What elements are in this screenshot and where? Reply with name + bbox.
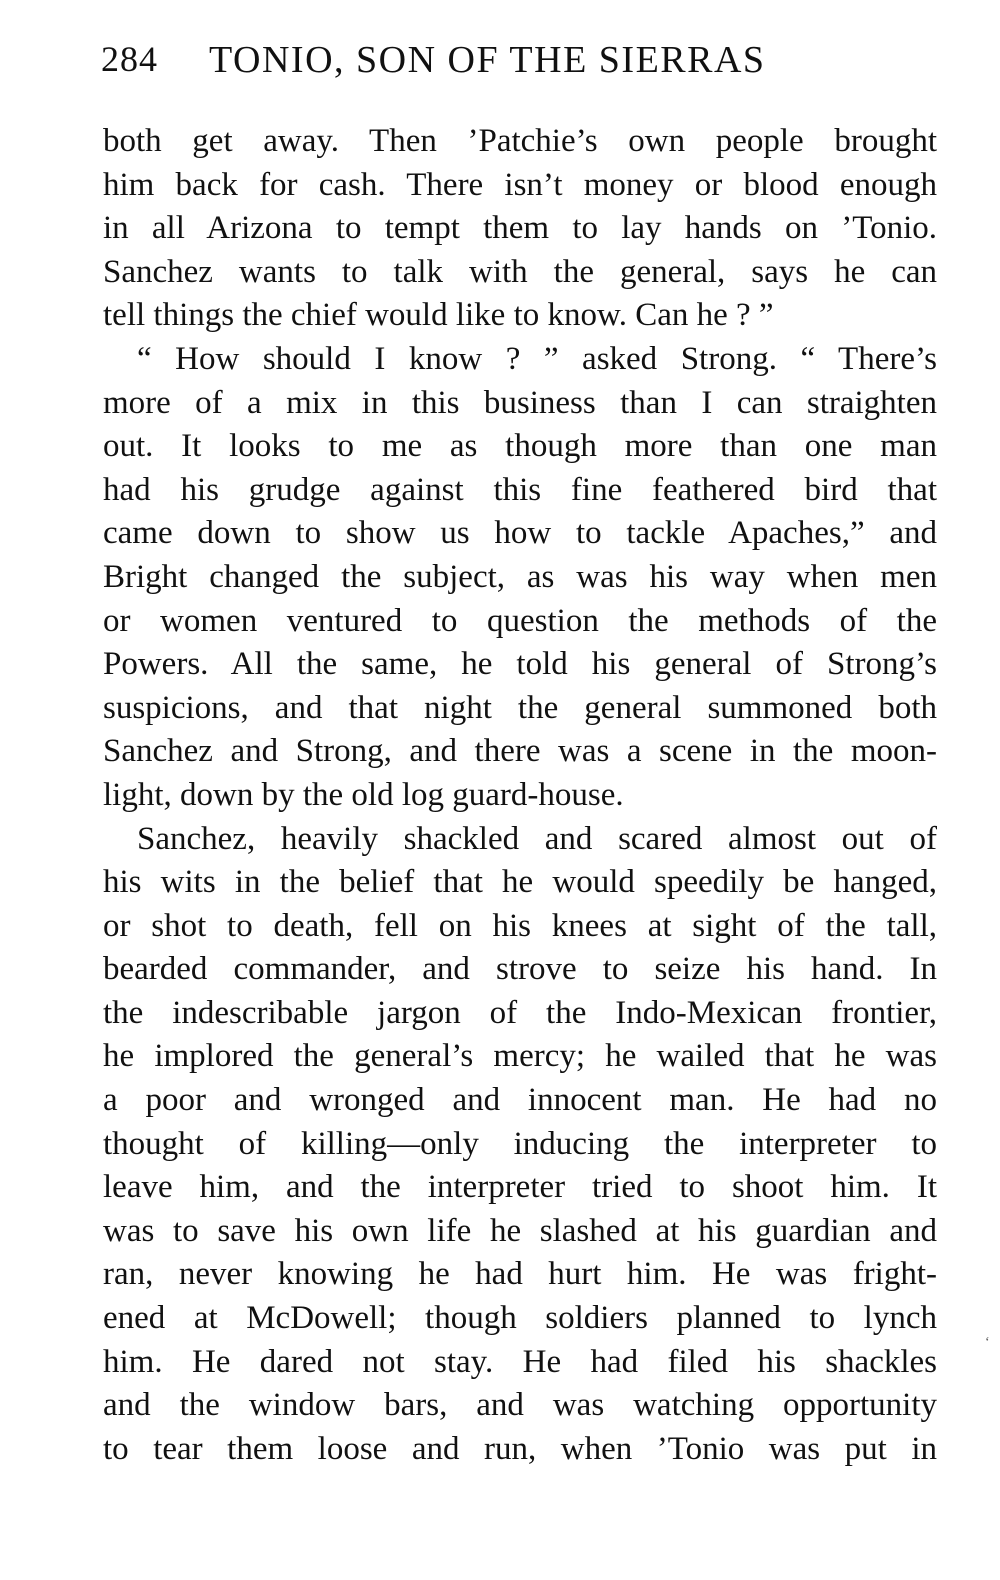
text-line: his wits in the belief that he would speedily be hanged, xyxy=(103,864,937,901)
text-line: and the window bars, and was watching opportunity xyxy=(103,1387,937,1424)
body-text xyxy=(103,120,937,1471)
text-line: the indescribable jargon of the Indo-Mexican frontier, xyxy=(103,994,937,1031)
text-line: a poor and wronged and innocent man. He had no xyxy=(103,1082,937,1119)
text-line: thought of killing—only inducing the interpreter to xyxy=(103,1125,937,1162)
text-line: came down to show us how to tackle Apaches,” and xyxy=(103,515,937,552)
text-line: him back for cash. There isn’t money or blood enough xyxy=(103,166,937,203)
text-line: “ How should I know ? ” asked Strong. “ There’s xyxy=(137,340,937,377)
text-line: him. He dared not stay. He had filed his shackles xyxy=(103,1343,937,1380)
text-line: Sanchez, heavily shackled and scared almost out of xyxy=(137,820,937,857)
text-line: or women ventured to question the methods of the xyxy=(103,602,937,639)
text-line: out. It looks to me as though more than one man xyxy=(103,428,937,465)
running-title: TONIO, SON OF THE SIERRAS xyxy=(209,39,766,81)
text-line: he implored the general’s mercy; he wailed that he was xyxy=(103,1038,937,1075)
text-line: Sanchez and Strong, and there was a scene in the moon- xyxy=(103,733,937,770)
text-line: ened at McDowell; though soldiers planned to lynch xyxy=(103,1300,937,1337)
print-speck: ʻ xyxy=(985,1335,990,1350)
text-line: Bright changed the subject, as was his way when men xyxy=(103,558,937,595)
text-line: was to save his own life he slashed at his guardian and xyxy=(103,1212,937,1249)
text-line: tell things the chief would like to know. Can he ? ” xyxy=(103,297,774,334)
text-line: Sanchez wants to talk with the general, says he can xyxy=(103,253,937,290)
text-line: in all Arizona to tempt them to lay hands on ’Tonio. xyxy=(103,210,937,247)
text-line: Powers. All the same, he told his general of Strong’s xyxy=(103,646,937,683)
text-line: bearded commander, and strove to seize his hand. In xyxy=(103,951,937,988)
text-line: both get away. Then ’Patchie’s own people brought xyxy=(103,123,937,159)
text-line: or shot to death, fell on his knees at sight of the tall, xyxy=(103,907,937,944)
running-header xyxy=(101,38,941,88)
text-line: ran, never knowing he had hurt him. He was fright- xyxy=(103,1256,937,1293)
text-line: more of a mix in this business than I can straighten xyxy=(103,384,937,421)
text-line: to tear them loose and run, when ’Tonio was put in xyxy=(103,1430,937,1467)
text-line: suspicions, and that night the general summoned both xyxy=(103,689,937,726)
page-number: 284 xyxy=(101,39,158,79)
text-line: light, down by the old log guard-house. xyxy=(103,776,624,813)
text-line: leave him, and the interpreter tried to shoot him. It xyxy=(103,1169,937,1206)
text-line: had his grudge against this fine feathered bird that xyxy=(103,471,937,508)
